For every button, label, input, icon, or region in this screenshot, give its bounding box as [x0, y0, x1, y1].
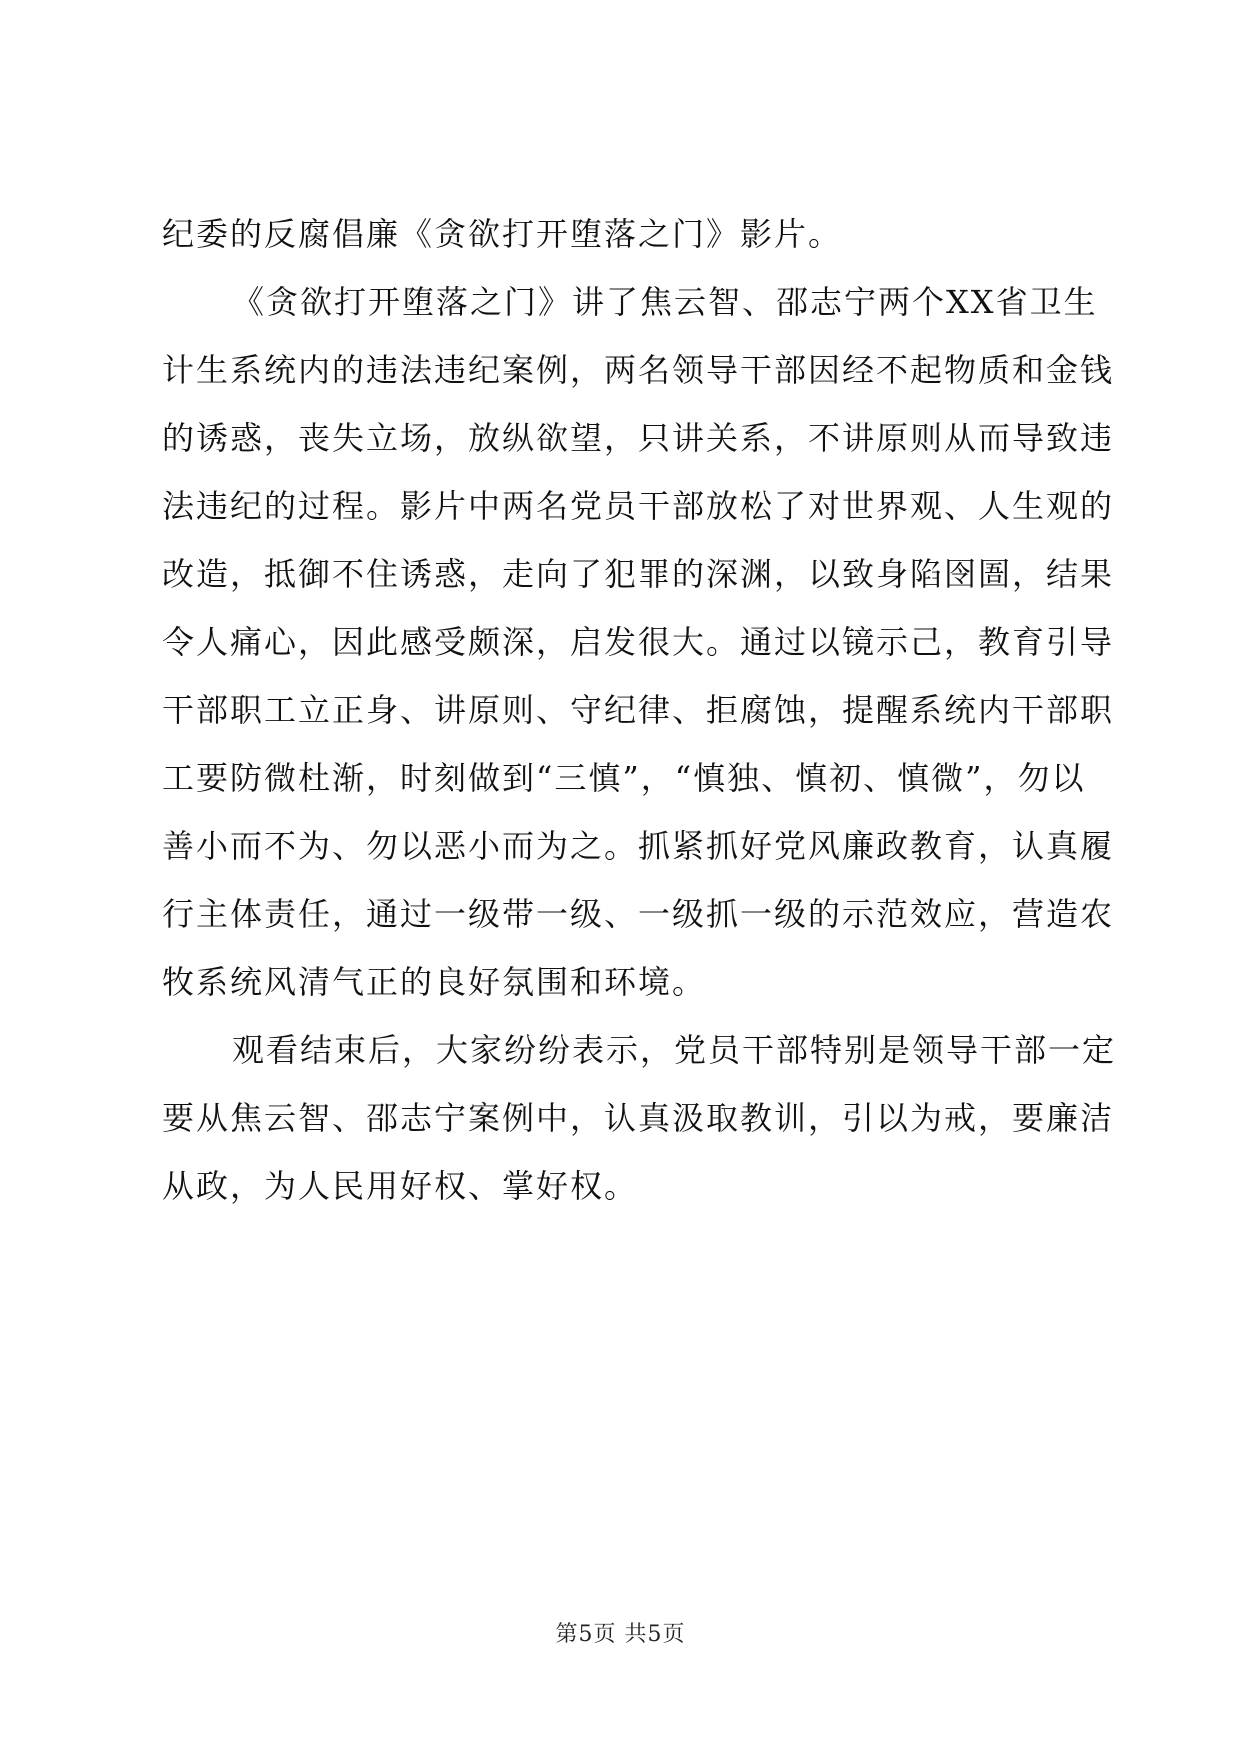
paragraph-line: 善小而不为、勿以恶小而为之。抓紧抓好党风廉政教育，认真履	[162, 827, 1115, 865]
paragraph-line: 计生系统内的违法违纪案例，两名领导干部因经不起物质和金钱	[162, 351, 1115, 389]
paragraph-line: 牧系统风清气正的良好氛围和环境。	[162, 963, 707, 1001]
paragraph-line: 法违纪的过程。影片中两名党员干部放松了对世界观、人生观的	[162, 487, 1115, 525]
paragraph-line: 纪委的反腐倡廉《贪欲打开堕落之门》影片。	[162, 215, 843, 253]
paragraph-line: 令人痛心，因此感受颇深，启发很大。通过以镜示己，教育引导	[162, 623, 1115, 661]
paragraph-line: 要从焦云智、邵志宁案例中，认真汲取教训，引以为戒，要廉洁	[162, 1099, 1115, 1137]
paragraph-line: 干部职工立正身、讲原则、守纪律、拒腐蚀，提醒系统内干部职	[162, 691, 1115, 729]
paragraph-line: 行主体责任，通过一级带一级、一级抓一级的示范效应，营造农	[162, 895, 1115, 933]
page-number-footer: 第5页 共5页	[555, 1622, 686, 1647]
paragraph-line: 《贪欲打开堕落之门》讲了焦云智、邵志宁两个XX省卫生	[232, 283, 1098, 321]
document-body	[162, 200, 1117, 1220]
paragraph-line: 工要防微杜渐，时刻做到“三慎”，“慎独、慎初、慎微”，勿以	[162, 759, 1086, 797]
paragraph-line: 观看结束后，大家纷纷表示，党员干部特别是领导干部一定	[232, 1031, 1117, 1069]
paragraph-line: 的诱惑，丧失立场，放纵欲望，只讲关系，不讲原则从而导致违	[162, 419, 1115, 457]
paragraph-line: 改造，抵御不住诱惑，走向了犯罪的深渊，以致身陷囹圄，结果	[162, 555, 1115, 593]
paragraph-line: 从政，为人民用好权、掌好权。	[162, 1167, 639, 1205]
